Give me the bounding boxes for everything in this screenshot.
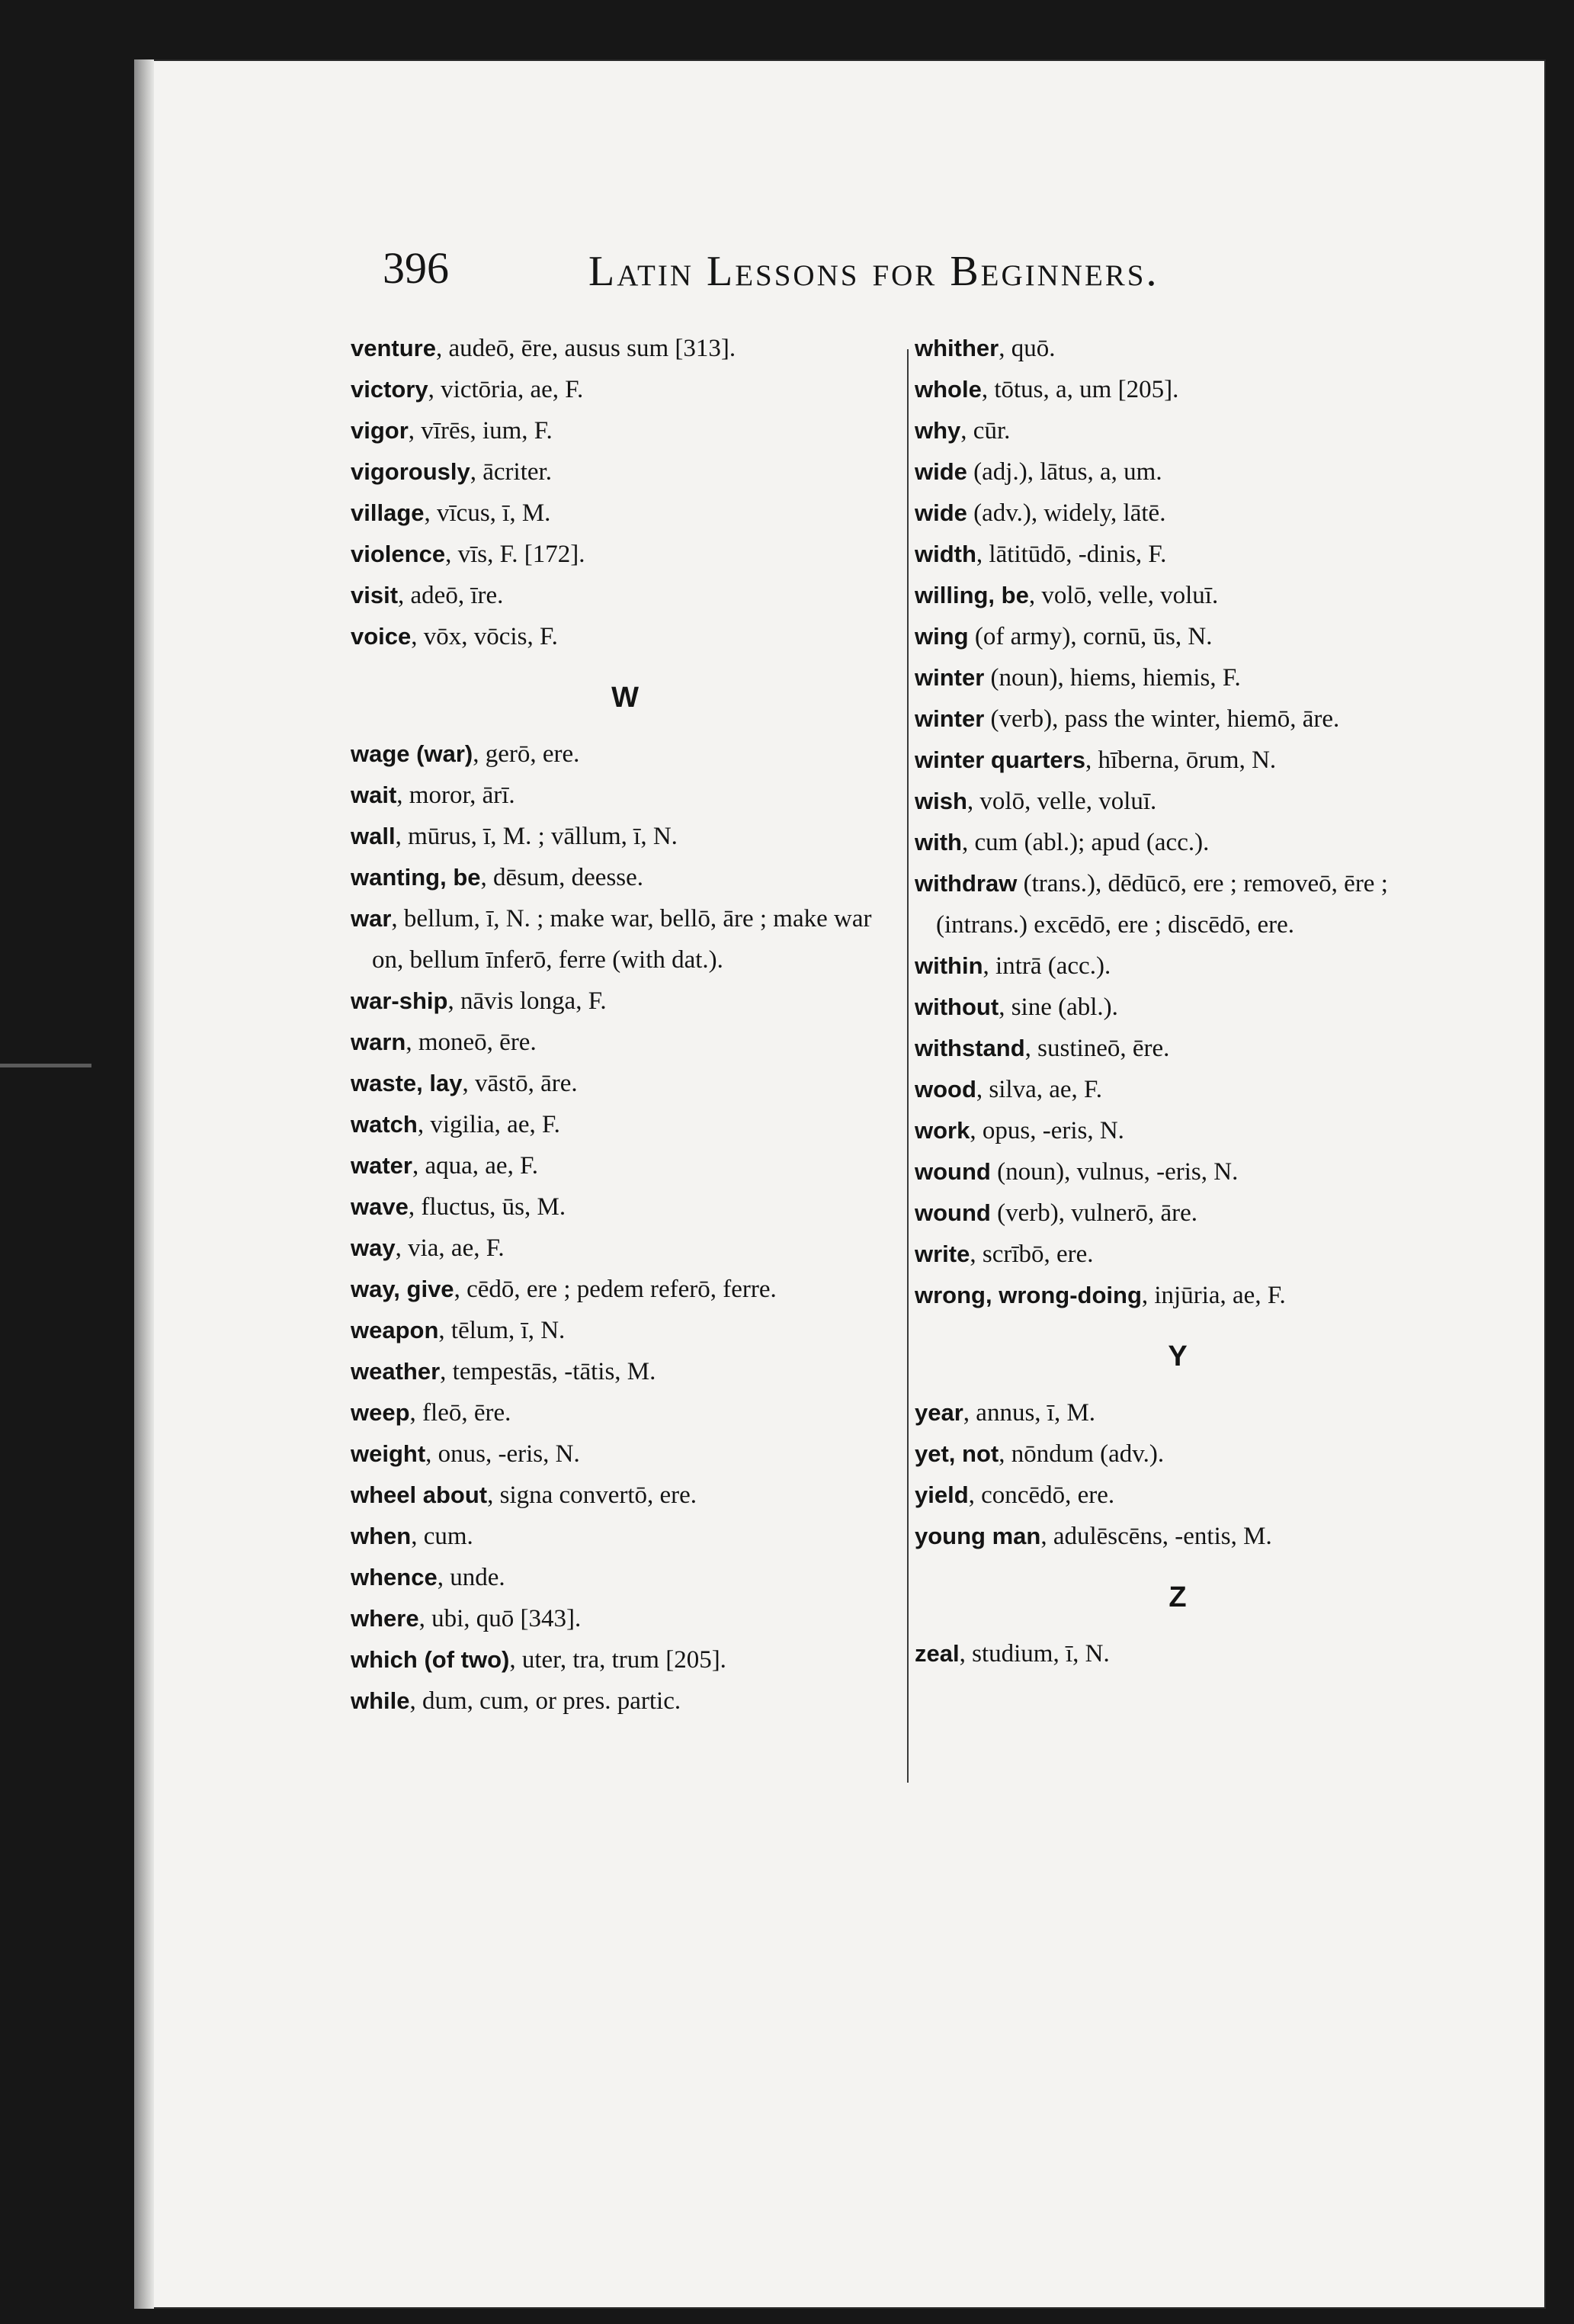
entry-definition: , opus, -eris, N. (970, 1117, 1124, 1144)
entry-definition: , mūrus, ī, M. ; vāllum, ī, N. (395, 823, 678, 850)
entry-headword: watch (351, 1111, 418, 1138)
entry-headword: wheel about (351, 1481, 488, 1508)
dictionary-entry (915, 451, 1441, 493)
entry-headword: write (915, 1241, 970, 1267)
entry-definition: , cēdō, ere ; pedem referō, ferre. (454, 1276, 777, 1303)
running-title: Latin Lessons for Beginners. (588, 248, 1159, 295)
entry-headword: village (351, 499, 425, 526)
dictionary-entry (915, 1516, 1441, 1557)
entry-headword: vigorously (351, 458, 470, 485)
entry-definition: , adeō, īre. (398, 582, 504, 609)
entry-definition: , nāvis longa, F. (447, 987, 607, 1015)
entry-definition: , nōndum (adv.). (999, 1440, 1165, 1468)
entry-headword: whole (915, 376, 982, 403)
entry-definition: , moneō, ēre. (406, 1029, 537, 1056)
dictionary-entry (915, 1069, 1441, 1110)
entry-headword: way, give (351, 1276, 454, 1302)
entry-definition: , adulēscēns, -entis, M. (1040, 1523, 1272, 1550)
entry-headword: weep (351, 1399, 410, 1426)
entry-definition: , vāstō, āre. (462, 1070, 578, 1097)
dictionary-entry (351, 1557, 899, 1598)
entry-definition: , lātitūdō, -dinis, F. (976, 541, 1167, 568)
dictionary-entry (351, 1310, 899, 1351)
dictionary-entry (915, 1633, 1441, 1674)
entry-headword: weapon (351, 1317, 439, 1343)
entry-definition: (noun), hiems, hiemis, F. (984, 664, 1241, 692)
dictionary-entry (351, 410, 899, 451)
entry-headword: where (351, 1605, 419, 1632)
left-column (351, 328, 899, 1722)
entry-definition: , vīcus, ī, M. (424, 499, 551, 527)
entry-definition: , ācriter. (470, 458, 552, 486)
dictionary-entry (915, 1392, 1441, 1433)
entry-headword: which (of two) (351, 1646, 510, 1673)
entry-headword: visit (351, 582, 399, 608)
dictionary-entry (915, 987, 1441, 1028)
dictionary-entry (915, 698, 1441, 740)
dictionary-entry (351, 328, 899, 369)
entry-definition: (adj.), lātus, a, um. (967, 458, 1162, 486)
entry-headword: victory (351, 376, 428, 403)
dictionary-entry (915, 781, 1441, 822)
entry-definition: , hīberna, ōrum, N. (1085, 746, 1277, 774)
dictionary-entry (915, 493, 1441, 534)
entry-definition: , annus, ī, M. (963, 1399, 1096, 1427)
entry-definition: , dum, cum, or pres. partic. (409, 1687, 681, 1715)
entry-definition: , unde. (437, 1564, 505, 1591)
entry-headword: venture (351, 335, 436, 361)
entry-list-v (351, 328, 899, 657)
entry-headword: wave (351, 1193, 409, 1220)
dictionary-entry (351, 816, 899, 857)
entry-headword: wanting, be (351, 864, 481, 891)
entry-definition: , concēdō, ere. (968, 1481, 1115, 1509)
entry-definition: , vōx, vōcis, F. (411, 623, 558, 650)
entry-definition: (trans.), dēdūcō, ere ; removeō, ēre ; (intrans.) excēdō, ere ; discēdō, ere. (936, 870, 1388, 939)
entry-definition: , signa convertō, ere. (487, 1481, 697, 1509)
dictionary-entry (351, 1022, 899, 1063)
entry-headword: winter quarters (915, 746, 1085, 773)
dictionary-entry (915, 657, 1441, 698)
entry-headword: way (351, 1234, 396, 1261)
entry-headword: vigor (351, 417, 409, 444)
section-letter-y: Y (1168, 1340, 1188, 1372)
dictionary-entry (915, 1234, 1441, 1275)
entry-headword: water (351, 1152, 412, 1179)
entry-definition: , victōria, ae, F. (428, 376, 584, 403)
entry-headword: wide (915, 458, 967, 485)
entry-definition: , fluctus, ūs, M. (408, 1193, 566, 1221)
dictionary-entry (915, 945, 1441, 987)
scan-artifact (0, 1064, 91, 1067)
entry-headword: war-ship (351, 987, 448, 1014)
entry-headword: wish (915, 788, 967, 814)
entry-definition: , aqua, ae, F. (412, 1152, 539, 1180)
entry-headword: waste, lay (351, 1070, 463, 1096)
entry-headword: wood (915, 1076, 976, 1103)
dictionary-entry (915, 1433, 1441, 1475)
dictionary-entry (351, 1433, 899, 1475)
dictionary-entry (351, 575, 899, 616)
entry-definition: , via, ae, F. (395, 1234, 505, 1262)
dictionary-entry (351, 534, 899, 575)
dictionary-entry (915, 369, 1441, 410)
dictionary-entry (915, 1151, 1441, 1192)
entry-headword: winter (915, 705, 985, 732)
entry-headword: wing (915, 623, 969, 650)
entry-headword: zeal (915, 1640, 960, 1667)
dictionary-entry (351, 1475, 899, 1516)
entry-headword: width (915, 541, 976, 567)
entry-definition: , quō. (999, 335, 1056, 362)
dictionary-entry (915, 616, 1441, 657)
dictionary-entry (915, 1275, 1441, 1316)
dictionary-entry (351, 1228, 899, 1269)
entry-definition: , silva, ae, F. (976, 1076, 1103, 1103)
dictionary-entry (915, 575, 1441, 616)
entry-headword: withstand (915, 1035, 1025, 1061)
entry-definition: , volō, velle, voluī. (967, 788, 1157, 815)
page-number: 396 (383, 243, 449, 293)
entry-list-y (915, 1392, 1441, 1557)
entry-headword: wound (915, 1158, 991, 1185)
entry-definition: (verb), pass the winter, hiemō, āre. (984, 705, 1340, 733)
dictionary-entry (351, 857, 899, 898)
entry-headword: war (351, 905, 392, 932)
entry-headword: within (915, 952, 983, 979)
dictionary-entry (351, 1351, 899, 1392)
dictionary-entry (351, 369, 899, 410)
dictionary-entry (915, 1028, 1441, 1069)
dictionary-entry (915, 740, 1441, 781)
entry-definition: , vīrēs, ium, F. (408, 417, 553, 445)
entry-headword: wrong, wrong-doing (915, 1282, 1142, 1308)
entry-headword: year (915, 1399, 963, 1426)
entry-definition: , gerō, ere. (473, 740, 580, 768)
entry-definition: (verb), vulnerō, āre. (990, 1199, 1198, 1227)
entry-headword: warn (351, 1029, 406, 1055)
entry-definition: , injūria, ae, F. (1141, 1282, 1286, 1309)
entry-headword: winter (915, 664, 985, 691)
dictionary-entry (915, 1192, 1441, 1234)
entry-definition: , intrā (acc.). (983, 952, 1111, 980)
entry-definition: , tempestās, -tātis, M. (440, 1358, 656, 1385)
entry-definition: , scrībō, ere. (970, 1241, 1094, 1268)
entry-definition: , onus, -eris, N. (425, 1440, 580, 1468)
entry-headword: yield (915, 1481, 969, 1508)
entry-list-z (915, 1633, 1441, 1674)
entry-headword: wall (351, 823, 396, 849)
entry-headword: when (351, 1523, 412, 1549)
entry-definition: , vigilia, ae, F. (417, 1111, 560, 1138)
dictionary-entry (915, 1475, 1441, 1516)
dictionary-entry (915, 534, 1441, 575)
dictionary-entry (351, 981, 899, 1022)
entry-definition: , cum (abl.); apud (acc.). (962, 829, 1210, 856)
entry-headword: while (351, 1687, 410, 1714)
entry-definition: , tēlum, ī, N. (438, 1317, 566, 1344)
dictionary-entry (351, 898, 899, 981)
dictionary-entry (351, 1516, 899, 1557)
right-column (915, 328, 1441, 1674)
dictionary-entry (351, 1104, 899, 1145)
dictionary-entry (915, 410, 1441, 451)
entry-definition: , cūr. (960, 417, 1011, 445)
entry-definition: , volō, velle, voluī. (1028, 582, 1219, 609)
dictionary-entry (915, 863, 1441, 945)
entry-headword: wait (351, 782, 397, 808)
entry-definition: , cum. (411, 1523, 473, 1550)
running-head (383, 242, 1393, 311)
entry-definition: , sustineō, ēre. (1024, 1035, 1170, 1062)
entry-definition: , dēsum, deesse. (480, 864, 644, 891)
dictionary-entry (351, 733, 899, 775)
entry-headword: work (915, 1117, 970, 1144)
dictionary-entry (351, 493, 899, 534)
dictionary-entry (351, 1680, 899, 1722)
entry-definition: , studium, ī, N. (959, 1640, 1110, 1668)
dictionary-entry (351, 1639, 899, 1680)
entry-headword: weight (351, 1440, 426, 1467)
column-divider (907, 349, 909, 1783)
entry-headword: yet, not (915, 1440, 999, 1467)
entry-definition: , sine (abl.). (999, 993, 1118, 1021)
entry-headword: weather (351, 1358, 441, 1385)
entry-definition: , tōtus, a, um [205]. (981, 376, 1179, 403)
entry-definition: (of army), cornū, ūs, N. (968, 623, 1213, 650)
dictionary-entry (351, 1145, 899, 1186)
entry-list-w (351, 733, 899, 1722)
entry-headword: whence (351, 1564, 438, 1591)
entry-definition: , fleō, ēre. (409, 1399, 511, 1427)
dictionary-entry (915, 1110, 1441, 1151)
entry-headword: whither (915, 335, 999, 361)
dictionary-entry (351, 775, 899, 816)
entry-definition: , vīs, F. [172]. (445, 541, 585, 568)
section-letter-w: W (611, 682, 639, 714)
dictionary-entry (915, 822, 1441, 863)
entry-headword: violence (351, 541, 446, 567)
entry-headword: without (915, 993, 999, 1020)
dictionary-entry (351, 1598, 899, 1639)
entry-headword: withdraw (915, 870, 1018, 897)
entry-headword: wide (915, 499, 967, 526)
entry-definition: , moror, ārī. (396, 782, 515, 809)
entry-headword: why (915, 417, 961, 444)
dictionary-entry (351, 451, 899, 493)
entry-list-w-continued (915, 328, 1441, 1316)
entry-definition: , audeō, ēre, ausus sum [313]. (435, 335, 736, 362)
entry-headword: young man (915, 1523, 1041, 1549)
dictionary-entry (351, 1186, 899, 1228)
dictionary-entry (351, 1392, 899, 1433)
dictionary-entry (351, 1269, 899, 1310)
dictionary-entry (351, 1063, 899, 1104)
entry-headword: willing, be (915, 582, 1029, 608)
entry-definition: , bellum, ī, N. ; make war, bellō, āre ; make war on, bellum īnferō, ferre (with dat.). (372, 905, 872, 974)
entry-definition: , uter, tra, trum [205]. (509, 1646, 726, 1674)
entry-headword: wage (war) (351, 740, 473, 767)
entry-headword: voice (351, 623, 412, 650)
entry-headword: with (915, 829, 962, 855)
entry-definition: (adv.), widely, lātē. (967, 499, 1166, 527)
entry-headword: wound (915, 1199, 991, 1226)
section-letter-z: Z (1168, 1581, 1187, 1613)
entry-definition: , ubi, quō [343]. (418, 1605, 582, 1632)
dictionary-entry (915, 328, 1441, 369)
dictionary-entry (351, 616, 899, 657)
entry-definition: (noun), vulnus, -eris, N. (990, 1158, 1239, 1186)
